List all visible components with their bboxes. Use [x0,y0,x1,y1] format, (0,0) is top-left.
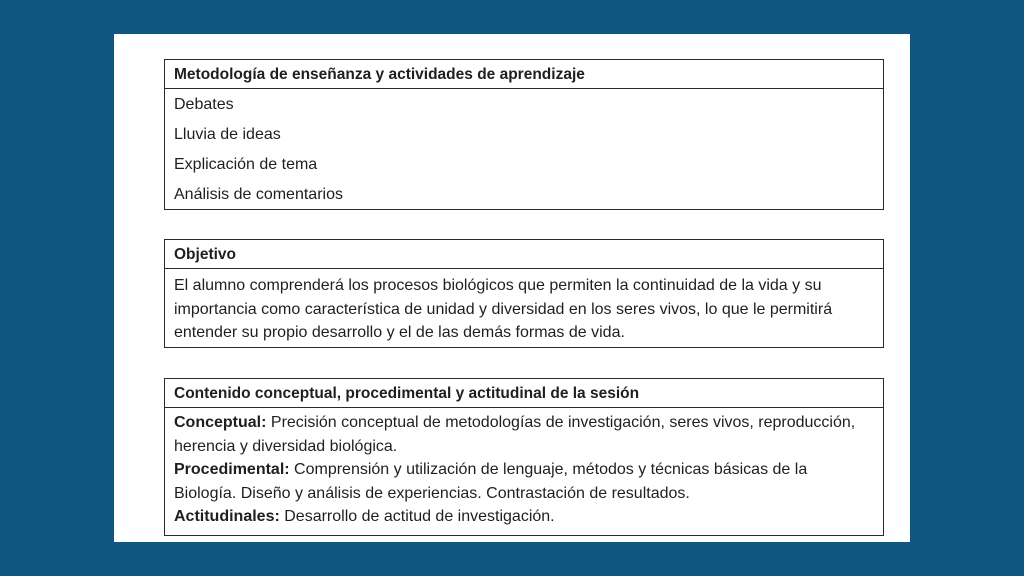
attitudinal-text: Desarrollo de actitud de investigación. [279,508,555,525]
objective-title: Objetivo [165,240,883,269]
objective-text: El alumno comprenderá los procesos biológicos que permiten la continuidad de la vida y su importancia como característica de unidad y diversidad en los seres vivos, lo que le permitirá entender su propio desarrollo y el de las demás formas de vida. [174,277,833,341]
attitudinal-paragraph [174,505,869,529]
document-page [114,34,910,542]
objective-table [164,239,884,348]
conceptual-label: Conceptual: [174,414,267,431]
methodology-list [165,89,883,209]
methodology-item: Debates [174,96,234,113]
content-title: Contenido conceptual, procedimental y actitudinal de la sesión [165,379,883,408]
methodology-item: Explicación de tema [174,156,318,173]
methodology-table [164,59,884,210]
conceptual-text: Precisión conceptual de metodologías de investigación, seres vivos, reproducción, herencia y diversidad biológica. [174,414,856,455]
methodology-item: Lluvia de ideas [174,126,281,143]
conceptual-paragraph [174,411,869,458]
attitudinal-label: Actitudinales: [174,508,280,525]
methodology-title: Metodología de enseñanza y actividades de aprendizaje [165,60,883,89]
procedural-label: Procedimental: [174,461,290,478]
content-body [165,408,883,529]
procedural-paragraph [174,458,869,505]
content-table [164,378,884,536]
methodology-item: Análisis de comentarios [174,186,343,203]
procedural-text: Comprensión y utilización de lenguaje, métodos y técnicas básicas de la Biología. Diseño y análisis de experiencias. Contrastación de resultados. [174,461,808,502]
